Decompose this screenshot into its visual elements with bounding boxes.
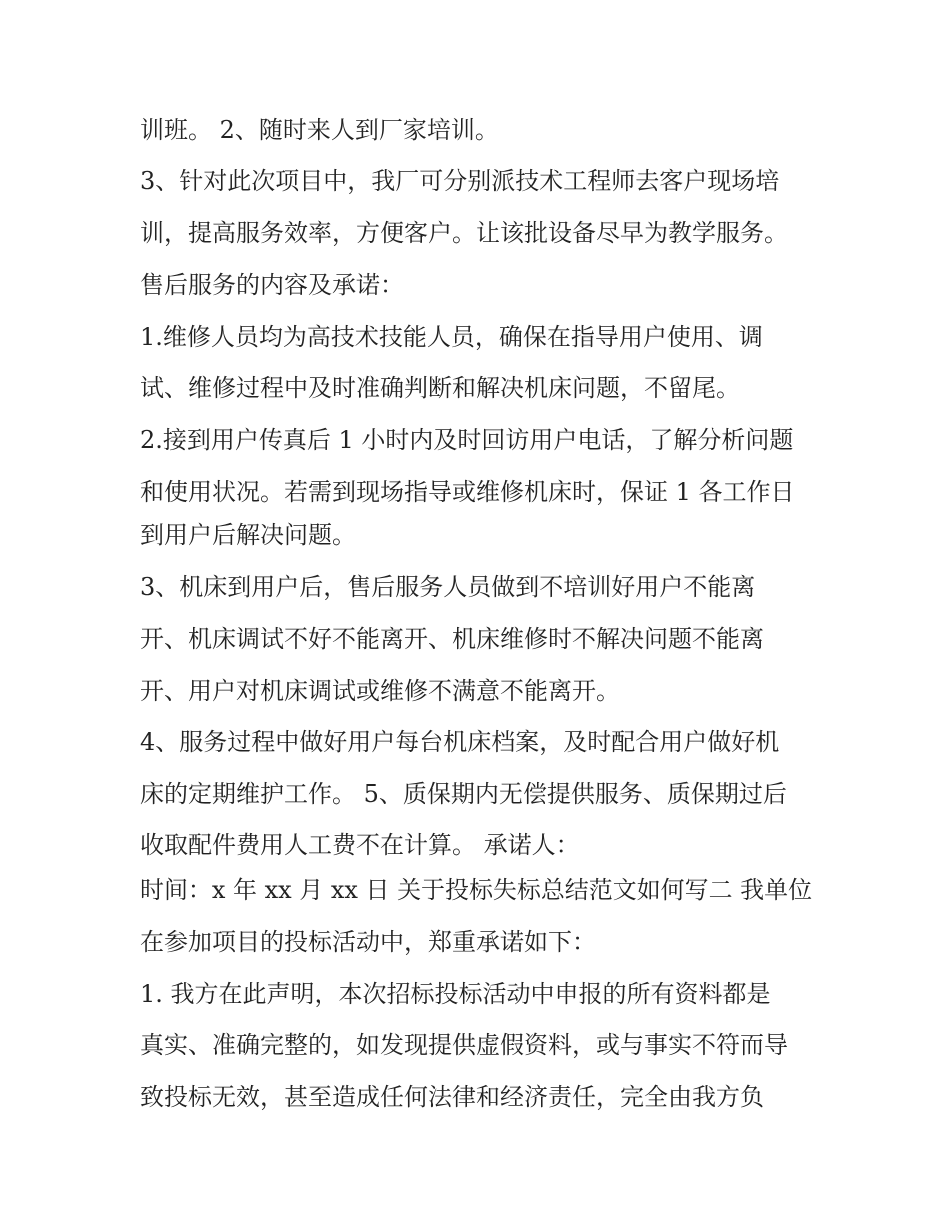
text-line: 到用户后解决问题。 xyxy=(140,521,356,549)
text-line: 致投标无效，甚至造成任何法律和经济责任，完全由我方负 xyxy=(140,1083,764,1111)
text-line: 真实、准确完整的，如发现提供虚假资料，或与事实不符而导 xyxy=(140,1031,788,1059)
text-line: 床的定期维护工作。 5、质保期内无偿提供服务、质保期过后 xyxy=(140,780,787,808)
text-line: 试、维修过程中及时准确判断和解决机床问题，不留尾。 xyxy=(140,374,740,402)
text-line: 2.接到用户传真后 1 小时内及时回访用户电话，了解分析问题 xyxy=(140,426,794,454)
text-line: 在参加项目的投标活动中，郑重承诺如下： xyxy=(140,928,596,956)
text-line: 时间：x 年 xx 月 xx 日 关于投标失标总结范文如何写二 我单位 xyxy=(140,876,813,904)
text-line: 3、针对此次项目中，我厂可分别派技术工程师去客户现场培 xyxy=(140,167,780,195)
text-line: 和使用状况。若需到现场指导或维修机床时，保证 1 各工作日 xyxy=(140,478,795,506)
text-line: 收取配件费用人工费不在计算。 承诺人： xyxy=(140,831,580,859)
text-line: 售后服务的内容及承诺： xyxy=(140,271,404,299)
text-line: 训班。 2、随时来人到厂家培训。 xyxy=(140,116,499,144)
text-line: 开、机床调试不好不能离开、机床维修时不解决问题不能离 xyxy=(140,625,764,653)
text-line: 4、服务过程中做好用户每台机床档案，及时配合用户做好机 xyxy=(140,728,780,756)
text-line: 1. 我方在此声明，本次招标投标活动中申报的所有资料都是 xyxy=(140,980,771,1008)
text-line: 训，提高服务效率，方便客户。让该批设备尽早为教学服务。 xyxy=(140,219,788,247)
text-line: 3、机床到用户后，售后服务人员做到不培训好用户不能离 xyxy=(140,573,756,601)
text-line: 开、用户对机床调试或维修不满意不能离开。 xyxy=(140,677,620,705)
text-line: 1.维修人员均为高技术技能人员，确保在指导用户使用、调 xyxy=(140,323,763,351)
